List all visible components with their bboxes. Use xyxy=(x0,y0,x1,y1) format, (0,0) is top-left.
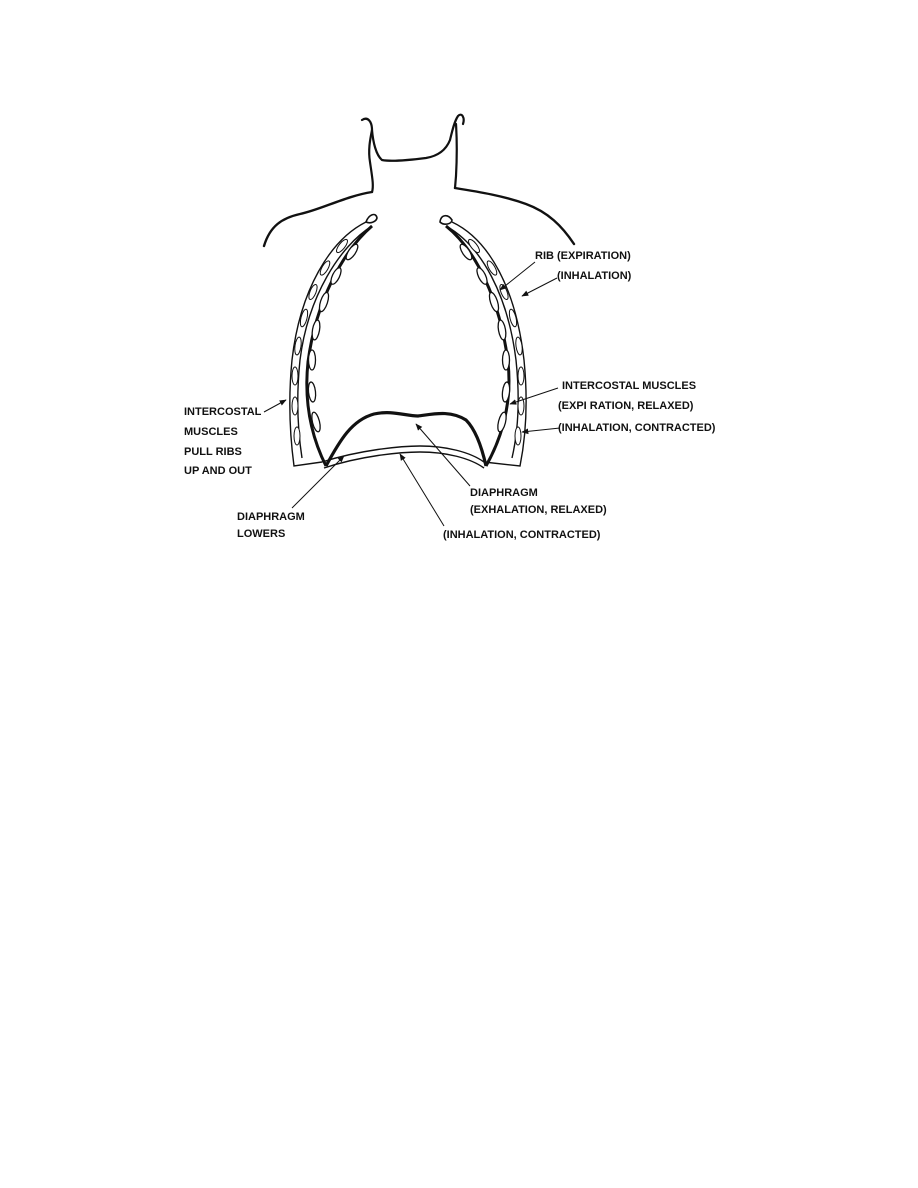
label-diaphragm-lowers-2: LOWERS xyxy=(237,528,286,540)
label-rib-inhalation: (INHALATION) xyxy=(557,270,632,282)
arrow-rib-inhalation xyxy=(522,278,557,296)
arrow-diaphragm-lowers xyxy=(292,456,344,508)
label-intercostal-expiration: (EXPI RATION, RELAXED) xyxy=(558,400,694,412)
label-diaphragm-lowers-1: DIAPHRAGM xyxy=(237,511,305,523)
label-intercostal-inhalation: (INHALATION, CONTRACTED) xyxy=(558,422,716,434)
label-intercostal-left-3: PULL RIBS xyxy=(184,446,242,458)
left-rib-inhalation xyxy=(290,222,372,466)
label-intercostal-left-4: UP AND OUT xyxy=(184,465,252,477)
label-diaphragm-exhalation-title: DIAPHRAGM xyxy=(470,487,538,499)
label-diaphragm-inhalation-state: (INHALATION, CONTRACTED) xyxy=(443,529,601,541)
arrow-intercostal-left xyxy=(264,400,286,412)
label-rib-expiration: RIB (EXPIRATION) xyxy=(535,250,631,262)
label-diaphragm-exhalation-state: (EXHALATION, RELAXED) xyxy=(470,504,607,516)
arrow-intercostal-inhalation xyxy=(522,428,560,432)
left-rib-expiration-segments xyxy=(307,243,359,433)
right-rib-inhalation xyxy=(446,222,526,466)
arrow-rib-expiration xyxy=(500,262,535,290)
arrow-diaphragm-inhalation xyxy=(400,454,444,526)
labels xyxy=(184,250,716,541)
arrow-diaphragm-exhalation xyxy=(416,424,470,486)
right-rib-inhalation-segments xyxy=(467,238,524,445)
right-rib-expiration-segments xyxy=(458,243,510,433)
label-intercostal-left-1: INTERCOSTAL xyxy=(184,406,262,418)
upper-rib-tips xyxy=(366,215,452,225)
neck-outline xyxy=(362,115,464,192)
shoulder-outline xyxy=(264,188,574,246)
label-intercostal-left-2: MUSCLES xyxy=(184,426,238,438)
diaphragm-contracted xyxy=(322,446,484,468)
arrow-intercostal-expiration xyxy=(510,388,558,404)
label-intercostal-muscles-right: INTERCOSTAL MUSCLES xyxy=(562,380,697,392)
